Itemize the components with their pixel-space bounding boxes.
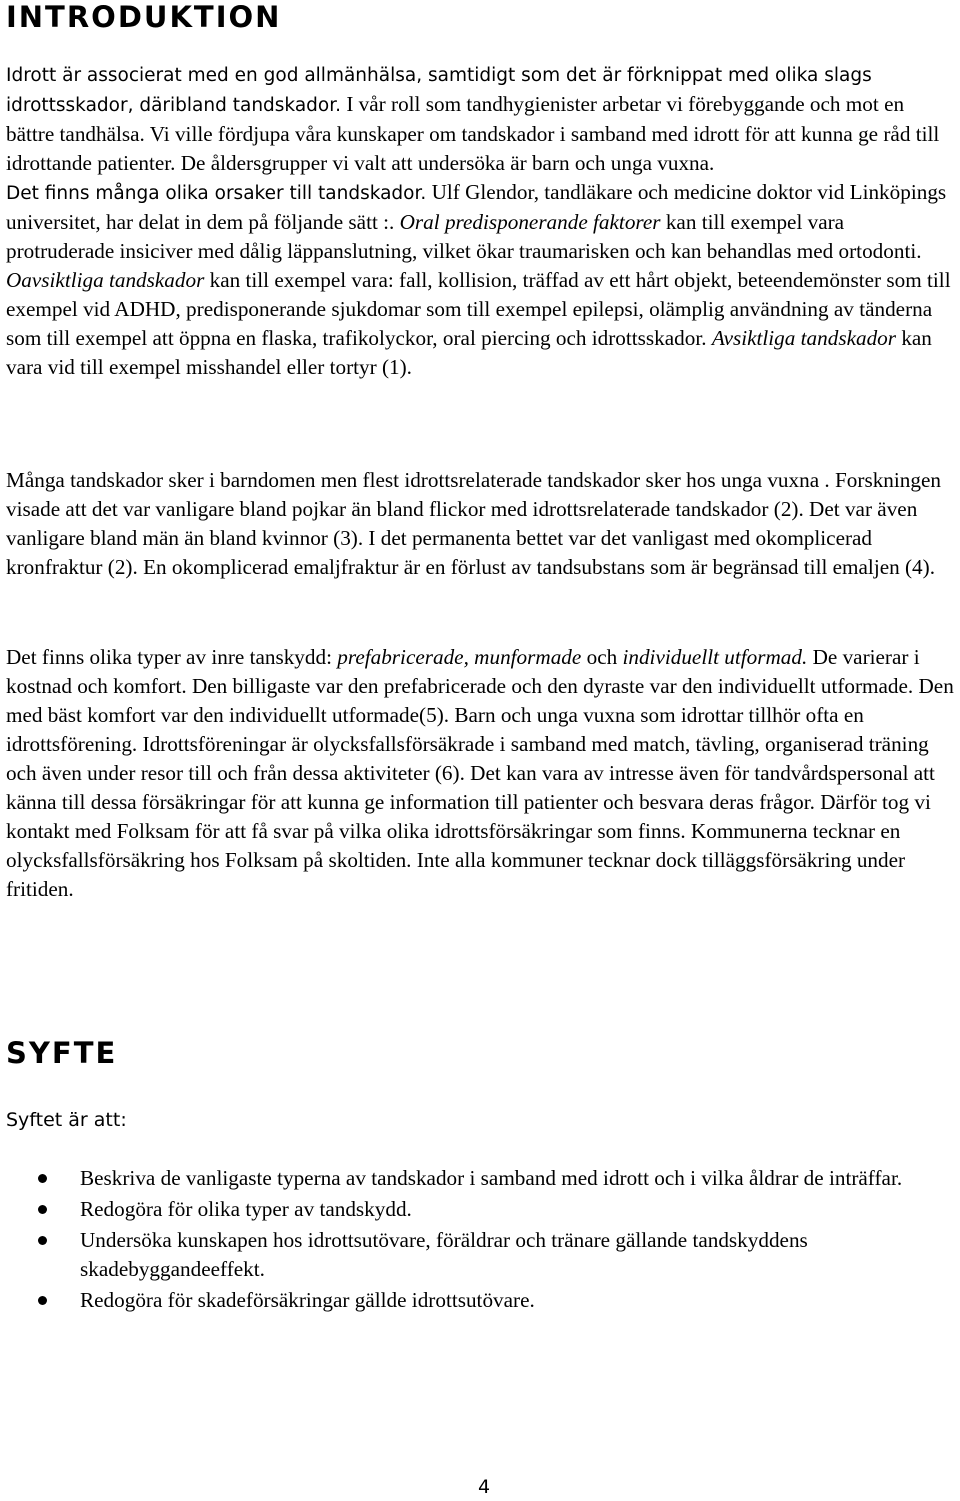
syfte-list bbox=[6, 1164, 956, 1317]
bullet-icon bbox=[38, 1174, 47, 1183]
bullet-icon bbox=[38, 1296, 47, 1305]
intro-p1-sentence-1: Idrott är associerat med en god allmänhälsa, samtidigt som det är förknippat med olika slags idrottsskador, däribland tandskador. bbox=[6, 65, 872, 116]
list-item bbox=[6, 1164, 956, 1193]
intro-paragraph-2: Många tandskador sker i barndomen men flest idrottsrelaterade tandskador sker hos unga vuxna . Forskningen visade att det var vanligare bland pojkar än bland flickor med idrottsrelaterade tandskador (2). Det var även vanligare bland män än bland kvinnor (3). I det permanenta bettet var det vanligast med okomplicerad kronfraktur (2). En okomplicerad emaljfraktur är en förlust av tandsubstans som är begränsad till emaljen (4). bbox=[6, 468, 941, 579]
intro-p1-sentence-3: Det finns många olika orsaker till tandskador. bbox=[6, 183, 427, 204]
list-item-text: Beskriva de vanligaste typerna av tandskador i samband med idrott och i vilka åldrar de inträffar. bbox=[80, 1166, 903, 1190]
intro-p1-sentence-7: kan vara vid till exempel misshandel eller tortyr (1). bbox=[6, 326, 932, 379]
intro-p3-sentence-1: Det finns olika typer av inre tanskydd: bbox=[6, 645, 338, 669]
list-item-text: Redogöra för olika typer av tandskydd. bbox=[80, 1197, 412, 1221]
intro-p1-sentence-6: kan till exempel vara: fall, kollision, träffad av ett hårt objekt, beteendemönster som till exempel vid ADHD, predisponerande sjukdomar som till exempel epilepsi, olämplig användning av tänderna som till exempel att öppna en flaska, trafikolyckor, oral piercing och idrottsskador. bbox=[6, 268, 951, 350]
intro-paragraph-1 bbox=[6, 60, 956, 382]
section-heading-introduktion: INTRODUKTION bbox=[6, 0, 282, 34]
intro-p3-term-types: prefabricerade, munformade bbox=[337, 645, 582, 669]
section-heading-syfte: SYFTE bbox=[6, 1036, 118, 1070]
syfte-lead: Syftet är att: bbox=[6, 1109, 127, 1131]
intro-p1-term-oral: Oral predisponerande faktorer bbox=[399, 210, 661, 234]
intro-p1-sentence-2: I vår roll som tandhygienister arbetar vi förebyggande och mot en bättre tandhälsa. Vi ville fördjupa våra kunskaper om tandskador i samband med idrott för att kunna ge råd till idrottande patienter. De åldersgrupper vi valt att undersöka är barn och unga vuxna. bbox=[6, 92, 940, 175]
list-item-text: Redogöra för skadeförsäkringar gällde idrottsutövare. bbox=[80, 1288, 535, 1312]
page-number: 4 bbox=[478, 1476, 491, 1498]
intro-p1-term-avsiktliga: Avsiktliga tandskador bbox=[711, 326, 897, 350]
list-item bbox=[6, 1195, 956, 1224]
list-item bbox=[6, 1286, 956, 1315]
intro-p3-conjunction: och bbox=[581, 645, 623, 669]
intro-paragraph-3 bbox=[6, 643, 956, 904]
intro-p1-sentence-4: Ulf Glendor, tandläkare och medicine doktor vid Linköpings universitet, har delat in dem på följande sätt :. bbox=[6, 180, 947, 234]
intro-p3-sentence-rest: De varierar i kostnad och komfort. Den billigaste var den prefabricerade och den dyraste var den individuellt utformade. Den med bäst komfort var den individuellt utformade(5). Barn och unga vuxna som idrottar tillhör ofta en idrottsförening. Idrottsföreningar är olycksfallsförsäkrade i samband med match, tävling, organiserad träning och även under resor till och från dessa aktiviteter (6). Det kan vara av intresse även för tandvårdspersonal att känna till dessa försäkringar för att kunna ge information till patienter och besvara deras frågor. Därför tog vi kontakt med Folksam för att få svar på vilka olika idrottsförsäkringar som finns. Kommunerna tecknar en olycksfallsförsäkring hos Folksam på skoltiden. Inte alla kommuner tecknar dock tilläggsförsäkring under fritiden. bbox=[6, 645, 954, 901]
list-item-text: Undersöka kunskapen hos idrottsutövare, föräldrar och tränare gällande tandskyddens skadebyggandeeffekt. bbox=[80, 1228, 808, 1281]
intro-p1-sentence-5: kan till exempel vara protruderade insiciver med dålig läppanslutning, vilket ökar traumarisken och kan behandlas med ortodonti. bbox=[6, 210, 922, 263]
intro-p1-term-oavsiktliga: Oavsiktliga tandskador bbox=[6, 268, 205, 292]
bullet-icon bbox=[38, 1205, 47, 1214]
intro-p3-term-individual: individuellt utformad. bbox=[622, 645, 808, 669]
bullet-icon bbox=[38, 1236, 47, 1245]
list-item bbox=[6, 1226, 956, 1284]
